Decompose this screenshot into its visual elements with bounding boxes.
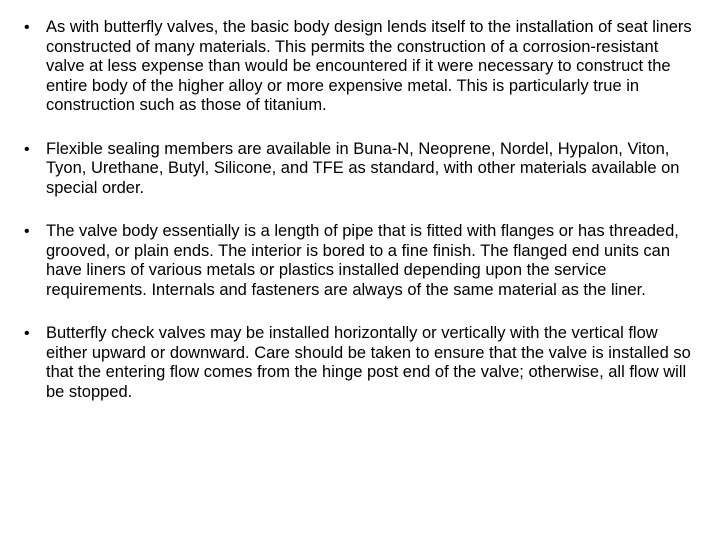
- bullet-item-valve-body: [24, 222, 700, 300]
- bullet-text: As with butterfly valves, the basic body design lends itself to the installation of seat liners constructed of many materials. This permits the construction of a corrosion-resistant valve at less expense than would be encountered if it were necessary to construct the entire body of the higher alloy or more expensive metal. This is particularly true in construction such as those of titanium.: [46, 18, 692, 114]
- bullet-list: [24, 18, 700, 426]
- bullet-text: Flexible sealing members are available in Buna-N, Neoprene, Nordel, Hypalon, Viton, Tyon, Urethane, Butyl, Silicone, and TFE as standard, with other materials available on special order.: [46, 139, 680, 197]
- bullet-dot-icon: •: [24, 140, 30, 158]
- bullet-dot-icon: •: [24, 223, 30, 240]
- bullet-item-check-valves: [24, 324, 700, 402]
- bullet-text: The valve body essentially is a length of pipe that is fitted with flanges or has threaded, grooved, or plain ends. The interior is bored to a fine finish. The flanged end units can have liners of various metals or plastics installed depending upon the service requirements. Internals and fasteners are always of the same material as the liner.: [46, 222, 679, 299]
- bullet-dot-icon: •: [24, 19, 30, 36]
- bullet-text: Butterfly check valves may be installed horizontally or vertically with the vertical flow either upward or downward. Care should be taken to ensure that the valve is installed so that the entering flow comes from the hinge post end of the valve; otherwise, all flow will be stopped.: [46, 324, 691, 401]
- bullet-dot-icon: •: [24, 325, 30, 342]
- bullet-item-sealing-members: [24, 140, 700, 199]
- bullet-item-liners: [24, 18, 700, 116]
